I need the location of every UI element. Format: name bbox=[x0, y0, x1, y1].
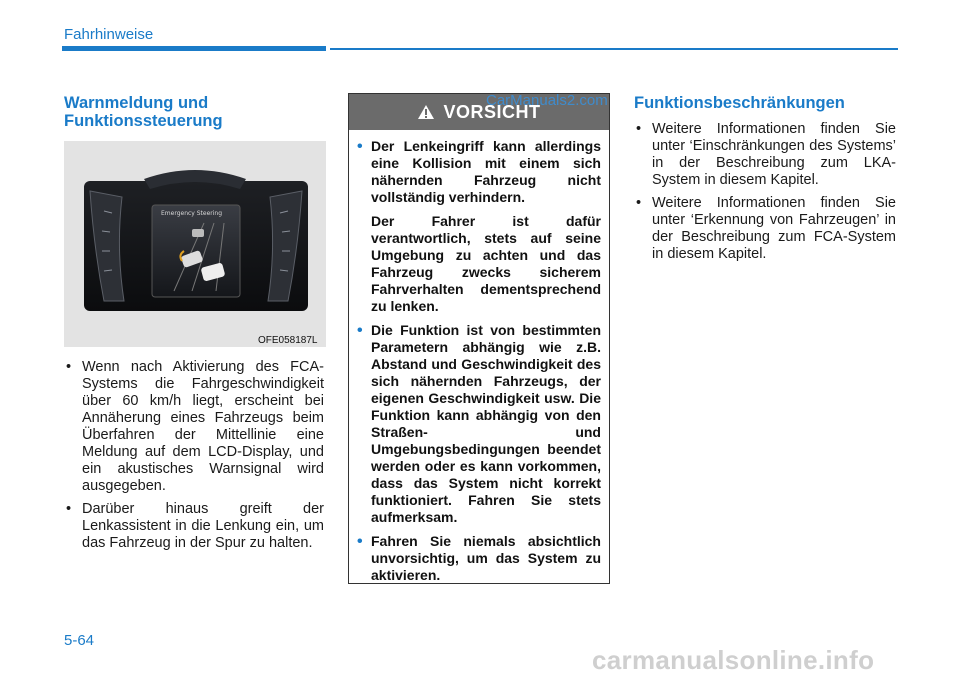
section-title: Fahrhinweise bbox=[64, 26, 154, 43]
list-item: • Weitere Informationen finden Sie unter ‘Erkennung von Fahrzeugen’ in der Beschreibung zum FCA-System in diesem Kapitel. bbox=[634, 195, 896, 263]
caution-list bbox=[349, 130, 609, 584]
figure-code: OFE058187L bbox=[258, 335, 318, 346]
caution-item bbox=[357, 533, 601, 584]
right-heading: Funktionsbeschränkungen bbox=[634, 94, 845, 112]
caution-item-text: • Fahren Sie niemals absichtlich unvorsichtig, um das System zu aktivieren. bbox=[371, 533, 601, 583]
caution-item bbox=[357, 138, 601, 315]
left-heading-line1: Warnmeldung und bbox=[64, 94, 209, 112]
left-bullet-list bbox=[64, 359, 324, 558]
header-rule-thin bbox=[330, 48, 898, 50]
left-heading bbox=[64, 94, 326, 130]
caution-box bbox=[348, 93, 610, 584]
page-number: 5-64 bbox=[64, 632, 95, 649]
caution-item bbox=[357, 322, 601, 526]
caution-item-text: • Der Lenkeingriff kann allerdings eine Kollision mit einem sich nähernden Fahrzeug nicht vollständig verhindern. bbox=[371, 138, 601, 205]
list-item: • Weitere Informationen finden Sie unter ‘Einschränkungen des Systems’ in der Beschreibung zum LKA-System in diesem Kapitel. bbox=[634, 121, 896, 189]
caution-item-text: • Die Funktion ist von bestimmten Parametern abhängig wie z.B. Abstand und Geschwindigkeit des sich nähernden Fahrzeugs, der eigenen Geschwindigkeit usw. Die Funktion kann abhängig von den Straßen- und Umgebungsbedingungen beendet werden oder es kann vorkommen, dass das System nicht korrekt funktioniert. Fahren Sie stets aufmerksam. bbox=[371, 322, 601, 525]
watermark-bottom: carmanualsonline.info bbox=[592, 645, 875, 675]
list-item: • Wenn nach Aktivierung des FCA-Systems die Fahrgeschwindigkeit über 60 km/h liegt, erscheint bei Annäherung eines Fahrzeugs beim Überfahren der Mittellinie eine Meldung auf dem LCD-Display, und ein akustisches Warnsignal wird ausgegeben. bbox=[64, 359, 324, 495]
left-heading-line2: Funktionssteuerung bbox=[64, 112, 223, 130]
cluster-figure bbox=[64, 141, 326, 347]
caution-item-extra: Der Fahrer ist dafür verantwortlich, stets auf seine Umgebung zu achten und das Fahrzeug zwecks sicherem Fahrverhalten dementsprechend zu lenken. bbox=[371, 213, 601, 314]
header-rule-thick bbox=[62, 46, 326, 51]
right-bullet-list bbox=[634, 121, 896, 269]
watermark-top: CarManuals2.com bbox=[486, 92, 608, 109]
instrument-cluster-illustration bbox=[64, 141, 326, 347]
list-item: • Darüber hinaus greift der Lenkassistent in die Lenkung ein, um das Fahrzeug in der Spur zu halten. bbox=[64, 501, 324, 552]
caution-title: VORSICHT bbox=[443, 101, 541, 122]
cluster-screen-text: Emergency Steering bbox=[161, 210, 223, 217]
warning-triangle-icon bbox=[417, 104, 435, 120]
